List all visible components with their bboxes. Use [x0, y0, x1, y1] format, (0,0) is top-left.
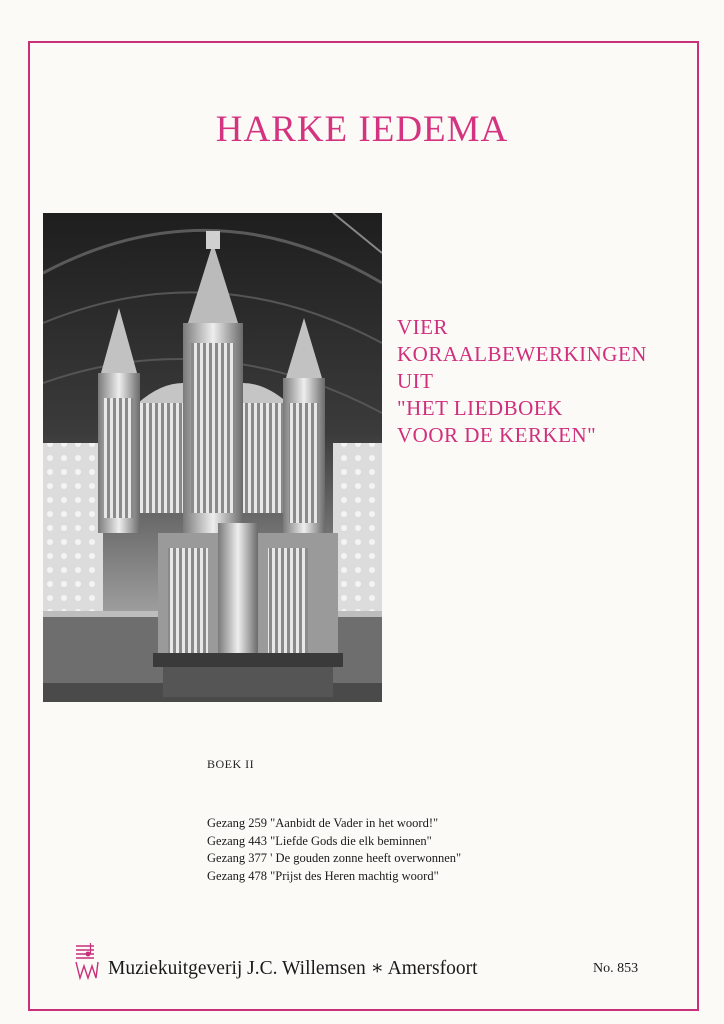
book-number: BOEK II	[207, 757, 255, 771]
title-line: VIER	[397, 315, 448, 339]
church-organ-photo	[43, 213, 382, 702]
song-list	[207, 815, 461, 885]
title-line: VOOR DE KERKEN"	[397, 423, 597, 447]
title-line: "HET LIEDBOEK	[397, 396, 563, 420]
title-line: KORAALBEWERKINGEN	[397, 342, 647, 366]
publisher-logo-icon	[74, 942, 100, 982]
publisher-footer	[74, 942, 674, 982]
work-title	[397, 314, 647, 449]
title-line: UIT	[397, 369, 434, 393]
list-item: Gezang 377 ' De gouden zonne heeft overwonnen"	[207, 851, 462, 865]
publisher-name: Muziekuitgeverij J.C. Willemsen ∗ Amersfoort	[108, 958, 478, 979]
list-item: Gezang 259 "Aanbidt de Vader in het woord!"	[207, 816, 439, 830]
list-item: Gezang 443 "Liefde Gods die elk beminnen"	[207, 833, 432, 848]
composer-name: HARKE IEDEMA	[215, 109, 509, 150]
list-item: Gezang 478 "Prijst des Heren machtig woord"	[207, 868, 439, 883]
catalog-number: No. 853	[593, 961, 639, 976]
